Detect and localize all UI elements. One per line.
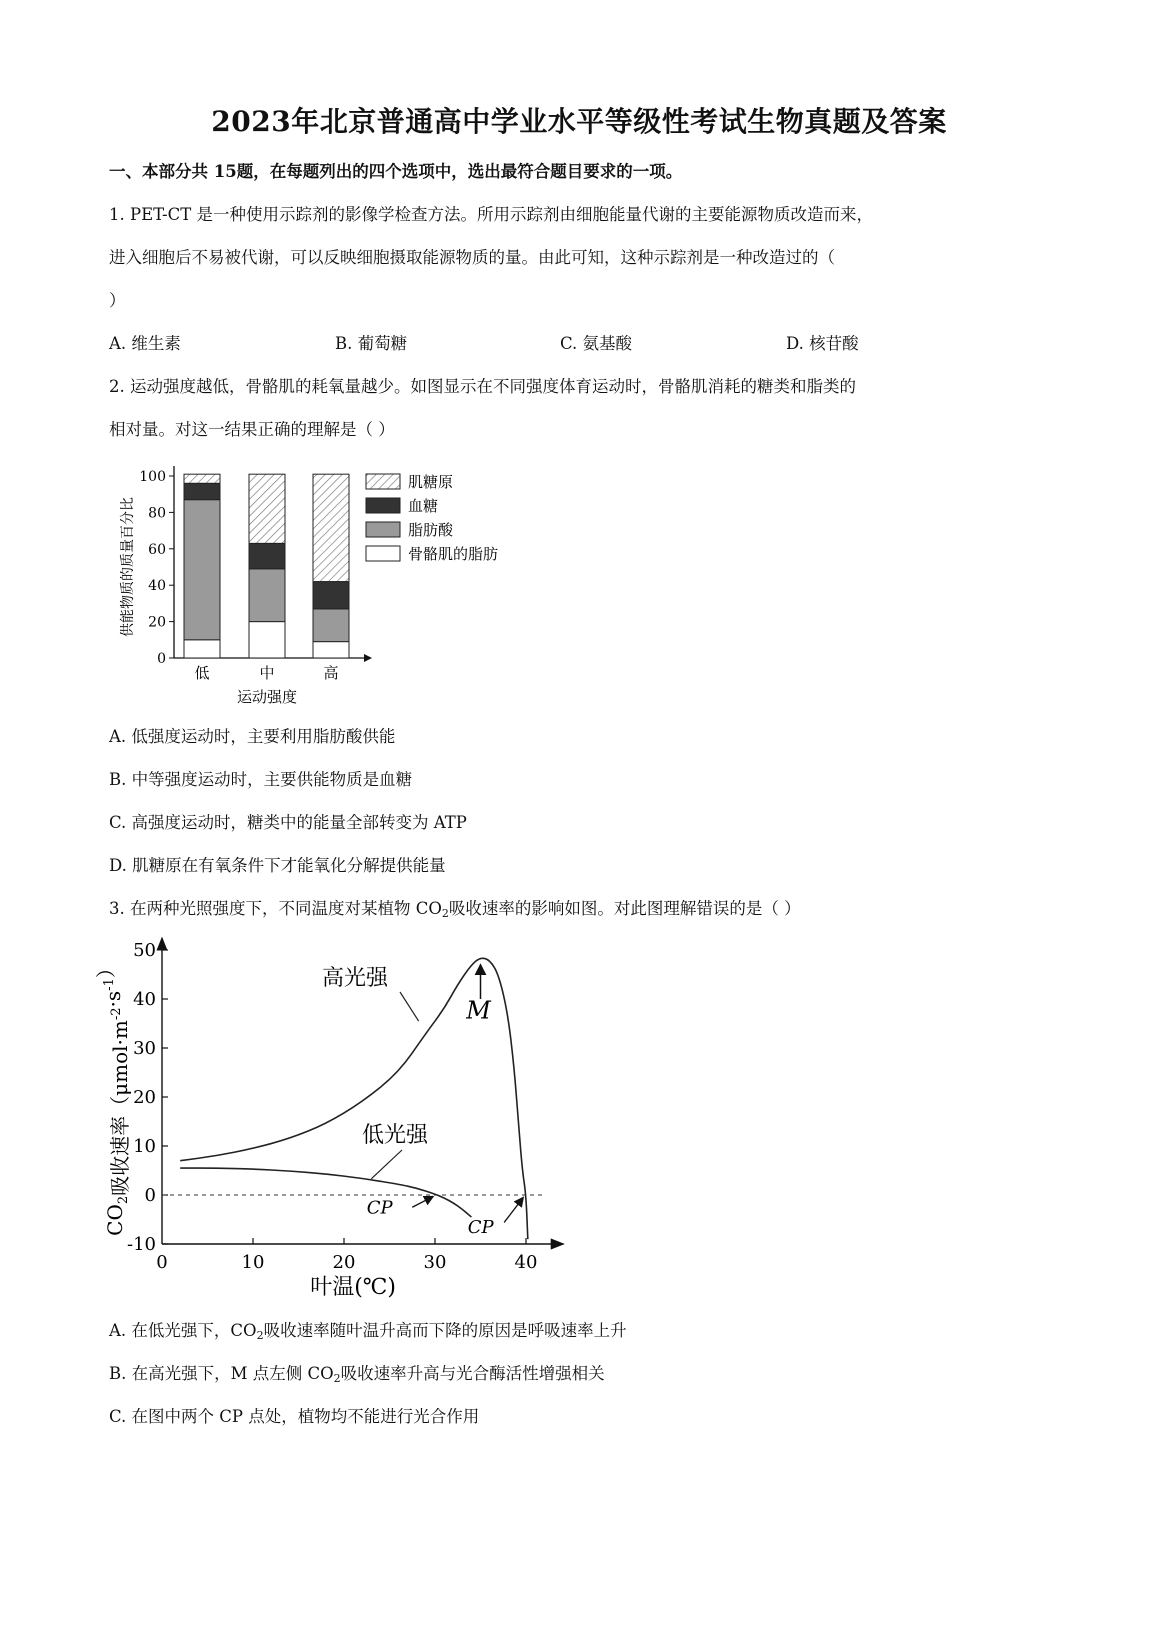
stacked-bar-chart: [112, 458, 542, 720]
y-tick-label-0: 0: [144, 1185, 156, 1206]
page-title: 2023年北京普通高中学业水平等级性考试生物真题及答案: [211, 105, 947, 138]
x-axis-label: 叶温(℃): [310, 1275, 396, 1300]
leader-low: [371, 1150, 402, 1179]
cp-arrow-2: [504, 1197, 523, 1222]
y-tick-label-10: 10: [133, 1136, 156, 1157]
q3-line1: 3. 在两种光照强度下，不同温度对某植物 $CO_2$吸收速率的影响如图。对此图理解错误的是（ ）: [109, 899, 801, 920]
legend-label: 肌糖原: [408, 473, 454, 491]
q1-line3: ）: [109, 291, 126, 310]
bar-segment: [184, 640, 220, 658]
x-axis-label: 运动强度: [236, 688, 298, 706]
q1-line1: 1. PET-CT 是一种使用示踪剂的影像学检查方法。所用示踪剂由细胞能量代谢的主要能源物质改造而来，: [109, 205, 873, 224]
series-label-low: 低光强: [362, 1123, 429, 1148]
cp-label-1: CP: [366, 1197, 393, 1219]
legend-swatch: [366, 498, 400, 513]
y-tick-label-20: 20: [133, 1087, 156, 1108]
y-tick-label-60: 60: [148, 541, 166, 558]
cp-arrow-1: [412, 1196, 433, 1207]
leader-high: [400, 992, 419, 1021]
x-tick-label-20: 20: [332, 1252, 356, 1273]
y-tick-label--10: -10: [127, 1234, 156, 1255]
q2-line2: 相对量。对这一结果正确的理解是（ ）: [109, 420, 395, 439]
q1-option-b: B. 葡萄糖: [335, 334, 408, 353]
y-tick-label-20: 20: [148, 614, 166, 631]
bar-segment: [184, 474, 220, 483]
bar-segment: [184, 500, 220, 640]
y-tick-label-40: 40: [148, 578, 166, 595]
y-tick-label-0: 0: [157, 651, 166, 667]
y-tick-label-50: 50: [133, 940, 156, 961]
q3-option-b: B. 在高光强下，M 点左侧 $CO_2$吸收速率升高与光合酶活性增强相关: [109, 1364, 605, 1385]
q2-option-c: C. 高强度运动时，糖类中的能量全部转变为 ATP: [109, 813, 467, 832]
series-label-high: 高光强: [322, 966, 389, 991]
legend-swatch: [366, 546, 400, 561]
cp-label-2: CP: [467, 1217, 494, 1239]
q2-option-a: A. 低强度运动时，主要利用脂肪酸供能: [109, 727, 396, 746]
bar-segment: [249, 474, 285, 543]
y-tick-label-40: 40: [133, 989, 156, 1010]
bar-segment: [184, 483, 220, 499]
x-tick-label-1: 中: [259, 664, 275, 682]
q3-option-a: A. 在低光强下，$CO_2$吸收速率随叶温升高而下降的原因是呼吸速率上升: [109, 1321, 627, 1342]
x-tick-label-30: 30: [423, 1252, 447, 1273]
x-tick-label-40: 40: [514, 1252, 538, 1273]
x-tick-label-0: 低: [194, 664, 210, 682]
series-line-1: [180, 1168, 471, 1217]
q1-line2: 进入细胞后不易被代谢，可以反映细胞摄取能源物质的量。由此可知，这种示踪剂是一种改造过的（: [109, 248, 835, 267]
q1-option-a: A. 维生素: [109, 334, 181, 353]
q2-option-d: D. 肌糖原在有氧条件下才能氧化分解提供能量: [109, 856, 446, 875]
legend-label: 脂肪酸: [408, 521, 454, 539]
bar-segment: [313, 609, 349, 642]
legend-swatch: [366, 522, 400, 537]
x-axis-arrow: [364, 654, 372, 662]
bar-segment: [249, 569, 285, 622]
legend-label: 血糖: [408, 497, 439, 515]
q2-line1: 2. 运动强度越低，骨骼肌的耗氧量越少。如图显示在不同强度体育运动时，骨骼肌消耗的糖类和脂类的: [109, 377, 856, 396]
m-label: M: [466, 996, 491, 1025]
bar-segment: [313, 474, 349, 581]
q1-option-c: C. 氨基酸: [560, 334, 633, 353]
x-tick-label-2: 高: [323, 664, 339, 682]
y-tick-label-30: 30: [133, 1038, 156, 1059]
legend-label: 骨骼肌的脂肪: [408, 545, 499, 563]
bar-segment: [313, 642, 349, 658]
bar-segment: [313, 582, 349, 609]
legend-swatch: [366, 474, 400, 489]
y-axis-label: $CO_2$吸收速率$(\mu mol\cdot m^{-2}\cdot s^{-1})$: [94, 958, 132, 1236]
x-tick-label-0: 0: [156, 1252, 168, 1273]
co2-line-chart: [94, 930, 570, 1300]
y-axis-label: 供能物质的质量百分比: [120, 497, 136, 637]
q1-option-d: D. 核苷酸: [786, 334, 859, 353]
q3-option-c: C. 在图中两个 CP 点处，植物均不能进行光合作用: [109, 1407, 480, 1426]
y-tick-label-80: 80: [148, 505, 166, 522]
bar-segment: [249, 543, 285, 568]
q2-option-b: B. 中等强度运动时，主要供能物质是血糖: [109, 770, 413, 789]
x-tick-label-10: 10: [241, 1252, 265, 1273]
bar-segment: [249, 622, 285, 658]
y-tick-label-100: 100: [139, 469, 166, 485]
section-heading: 一、本部分共 15题，在每题列出的四个选项中，选出最符合题目要求的一项。: [109, 162, 683, 181]
